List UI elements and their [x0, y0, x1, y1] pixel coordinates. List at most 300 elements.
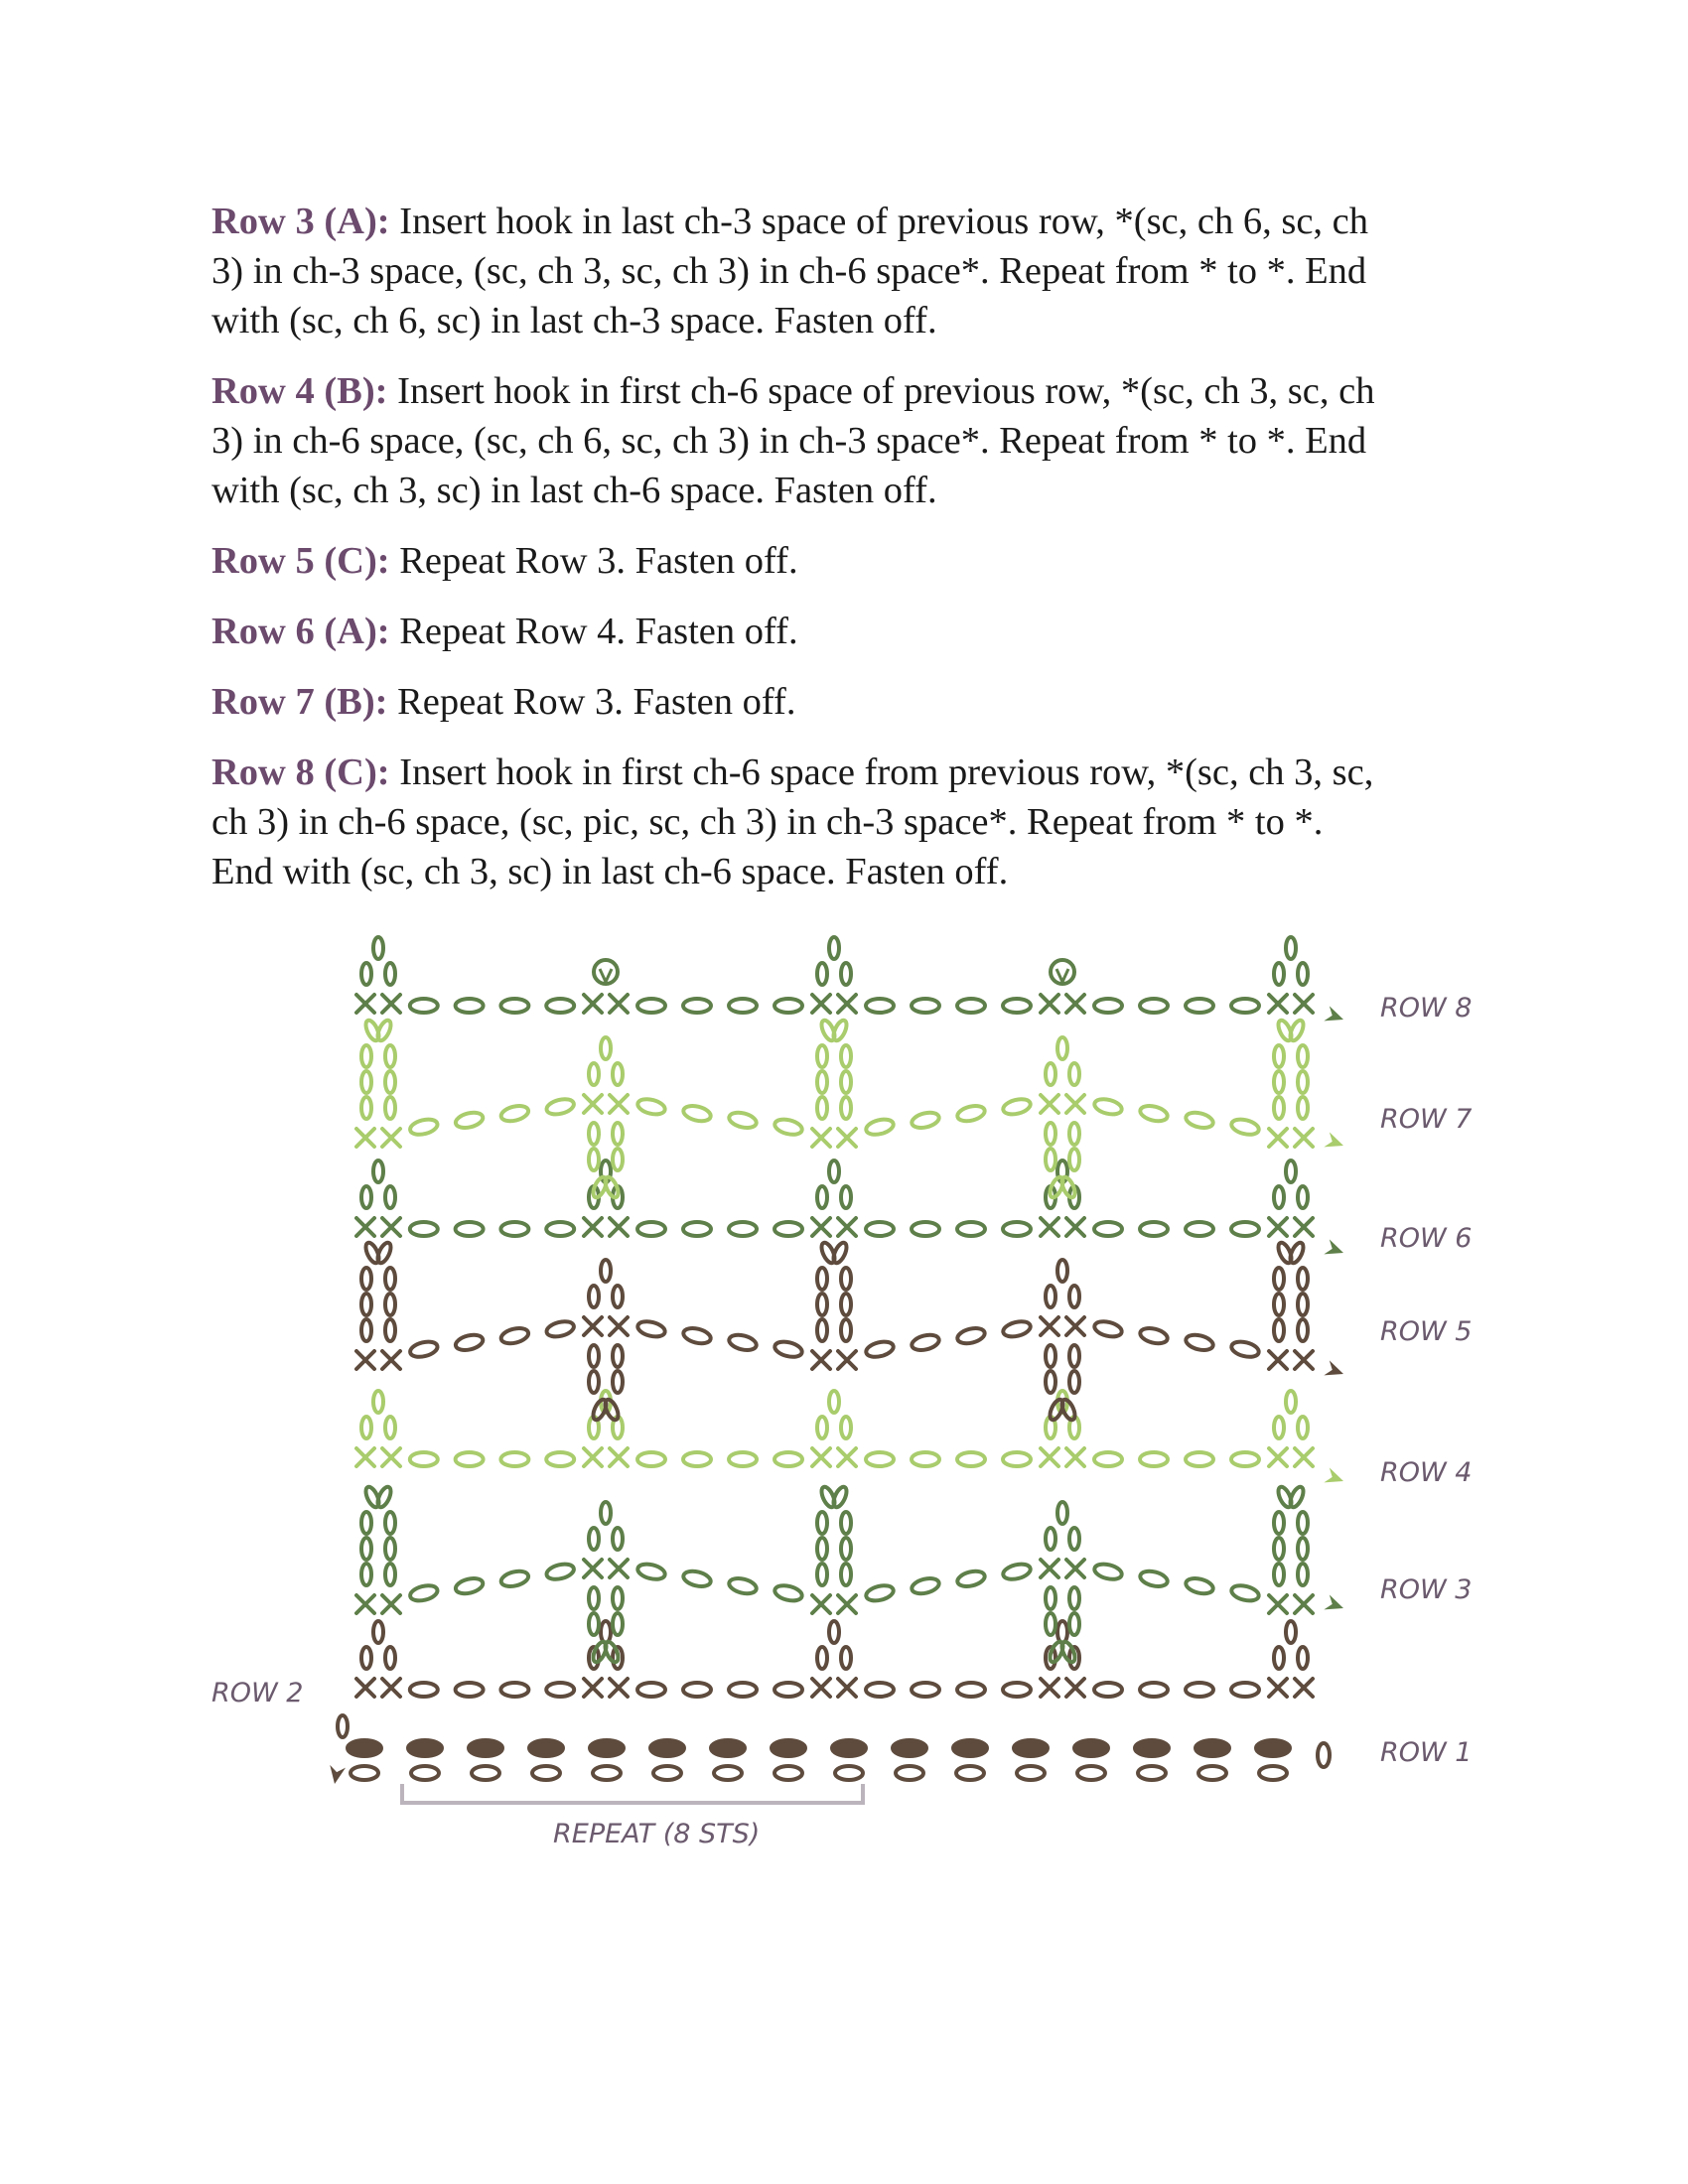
repeat-label: REPEAT (8 STS) [553, 1819, 761, 1849]
chain-stitch [454, 1110, 485, 1130]
foundation-stitch [772, 1740, 805, 1756]
chain-stitch [546, 999, 574, 1013]
single-crochet-stitch [1041, 1095, 1058, 1113]
chain-stitch [603, 1398, 621, 1422]
single-crochet-stitch [356, 1448, 374, 1466]
chain-stitch [385, 1294, 395, 1315]
chain-stitch [613, 1345, 623, 1367]
foundation-stitch [1014, 1740, 1048, 1756]
chain-stitch [409, 1583, 440, 1603]
chain-stitch [817, 1417, 827, 1438]
chain-stitch [361, 1097, 371, 1119]
chain-stitch [1288, 1485, 1306, 1509]
single-crochet-stitch [356, 1679, 374, 1697]
chain-stitch [831, 1485, 849, 1509]
chain-stitch [589, 1528, 599, 1550]
chain-stitch [385, 1097, 395, 1119]
chain-stitch [589, 1371, 599, 1393]
row-2-label-chart: ROW 2 [211, 1678, 304, 1708]
single-crochet-stitch [1041, 1317, 1058, 1335]
chain-stitch [546, 1222, 574, 1236]
single-crochet-stitch [838, 1595, 856, 1613]
chain-stitch [1046, 1345, 1055, 1367]
chain-stitch [1274, 1071, 1284, 1093]
chain-stitch [385, 1045, 395, 1067]
chain-stitch [865, 1583, 896, 1603]
chain-stitch [1069, 1123, 1079, 1145]
foundation-chain-stitch [896, 1766, 923, 1780]
single-crochet-stitch [1269, 995, 1287, 1013]
single-crochet-stitch [356, 1351, 374, 1369]
row-direction-arrow [327, 1765, 346, 1786]
chain-stitch [957, 1222, 985, 1236]
chain-stitch [817, 1045, 827, 1067]
chain-stitch [1274, 963, 1284, 985]
single-crochet-stitch [1269, 1129, 1287, 1147]
chain-stitch [545, 1319, 576, 1339]
chain-stitch [817, 1512, 827, 1534]
chain-stitch [774, 1222, 802, 1236]
row-direction-arrow [1324, 1594, 1345, 1615]
chain-stitch [601, 1260, 611, 1282]
chain-stitch [956, 1103, 987, 1123]
chain-stitch [1002, 1319, 1033, 1339]
chain-stitch [1046, 1149, 1055, 1170]
chain-stitch [817, 963, 827, 985]
chain-stitch [1185, 1110, 1215, 1130]
chain-stitch [613, 1528, 623, 1550]
chain-stitch [613, 1123, 623, 1145]
chain-stitch [613, 1587, 623, 1609]
chain-stitch [912, 1683, 939, 1697]
chain-stitch [499, 1103, 530, 1123]
foundation-chain-stitch [472, 1766, 499, 1780]
chain-stitch [385, 1268, 395, 1290]
chain-stitch [866, 999, 894, 1013]
single-crochet-stitch [1041, 995, 1058, 1013]
foundation-stitch [1074, 1740, 1108, 1756]
chain-stitch [546, 1683, 574, 1697]
chain-stitch [613, 1149, 623, 1170]
single-crochet-stitch [1041, 1448, 1058, 1466]
chain-stitch [1094, 1452, 1122, 1466]
chain-stitch [1231, 1683, 1259, 1697]
chain-stitch [373, 1621, 383, 1643]
chain-stitch [1186, 1222, 1213, 1236]
chain-stitch [1298, 1319, 1308, 1341]
chain-stitch [410, 1452, 438, 1466]
chain-stitch [1298, 1071, 1308, 1093]
chain-stitch [841, 1319, 851, 1341]
chain-stitch [1286, 1160, 1296, 1182]
chain-stitch [601, 1502, 611, 1524]
chain-stitch [375, 1241, 393, 1265]
chain-stitch [385, 1538, 395, 1560]
chain-stitch [911, 1575, 941, 1595]
single-crochet-stitch [1066, 1560, 1084, 1577]
chain-stitch [841, 1045, 851, 1067]
single-crochet-stitch [812, 1595, 830, 1613]
chain-stitch [683, 1683, 711, 1697]
chain-stitch [1069, 1587, 1079, 1609]
single-crochet-stitch [610, 1679, 628, 1697]
chain-stitch [1046, 1371, 1055, 1393]
single-crochet-stitch [838, 995, 856, 1013]
chain-stitch [841, 1071, 851, 1093]
chain-stitch [1298, 1647, 1308, 1669]
chain-stitch [912, 1222, 939, 1236]
single-crochet-stitch [1066, 1679, 1084, 1697]
chain-stitch [1069, 1371, 1079, 1393]
foundation-stitch [711, 1740, 745, 1756]
chain-stitch [865, 1117, 896, 1137]
foundation-chain-stitch [1138, 1766, 1166, 1780]
chain-stitch [361, 1071, 371, 1093]
single-crochet-stitch [1295, 1595, 1313, 1613]
chain-stitch [1186, 1683, 1213, 1697]
chain-stitch [957, 1452, 985, 1466]
chain-stitch [409, 1339, 440, 1359]
chain-stitch [1230, 1583, 1261, 1603]
chain-stitch [589, 1063, 599, 1085]
chain-stitch [613, 1371, 623, 1393]
chain-stitch [637, 1222, 665, 1236]
chain-stitch [841, 1097, 851, 1119]
chain-stitch [1059, 1398, 1077, 1422]
stitch-symbols [327, 937, 1346, 1785]
chain-stitch [636, 1562, 667, 1581]
foundation-chain-stitch [1077, 1766, 1105, 1780]
single-crochet-stitch [610, 1560, 628, 1577]
chain-stitch [589, 1286, 599, 1307]
row-7-instruction: Row 7 (B): Repeat Row 3. Fasten off. [211, 681, 796, 723]
chain-stitch [500, 1452, 528, 1466]
single-crochet-stitch [584, 1448, 602, 1466]
chain-stitch [385, 1564, 395, 1585]
chain-stitch [1274, 1186, 1284, 1208]
chain-stitch [613, 1613, 623, 1635]
chain-stitch [1286, 1391, 1296, 1413]
single-crochet-stitch [1295, 1448, 1313, 1466]
chain-stitch [1231, 1222, 1259, 1236]
chain-stitch [866, 1452, 894, 1466]
chain-stitch [361, 1319, 371, 1341]
chain-stitch [1093, 1319, 1124, 1339]
chain-stitch [1274, 1417, 1284, 1438]
row-4-instruction: Row 4 (B): Insert hook in first ch-6 space of previous row, *(sc, ch 3, sc, ch 3) in ch-6 space, (sc, ch 6, sc, ch 3) in ch-3 space*. Repeat from * to *. End with (sc, ch 3, sc) in last ch-6 space. Fasten off. [211, 370, 1375, 511]
chain-stitch [1298, 1268, 1308, 1290]
chain-stitch [545, 1097, 576, 1117]
chain-stitch [728, 1332, 759, 1352]
chain-stitch [682, 1569, 713, 1588]
chain-stitch [774, 1583, 804, 1603]
chain-stitch [361, 1268, 371, 1290]
foundation-chain-stitch [774, 1766, 802, 1780]
chain-stitch [1186, 1452, 1213, 1466]
chain-stitch [361, 1045, 371, 1067]
row-1-label-chart: ROW 1 [1380, 1737, 1473, 1768]
single-crochet-stitch [838, 1448, 856, 1466]
chain-stitch [499, 1325, 530, 1345]
foundation-stitch [590, 1740, 624, 1756]
single-crochet-stitch [584, 1317, 602, 1335]
chain-stitch [1298, 1512, 1308, 1534]
foundation-chain-stitch [653, 1766, 681, 1780]
chain-stitch [1274, 1097, 1284, 1119]
chain-stitch [1002, 1562, 1033, 1581]
chain-stitch [729, 999, 757, 1013]
chain-stitch [729, 1452, 757, 1466]
chain-stitch [546, 1452, 574, 1466]
chain-stitch [956, 1569, 987, 1588]
chain-stitch [1286, 937, 1296, 959]
foundation-stitch [1256, 1740, 1290, 1756]
chain-stitch [1185, 1332, 1215, 1352]
single-crochet-stitch [812, 1448, 830, 1466]
chain-stitch [1288, 1241, 1306, 1265]
chain-stitch [1298, 1538, 1308, 1560]
single-crochet-stitch [610, 1317, 628, 1335]
single-crochet-stitch [1269, 1218, 1287, 1236]
chain-stitch [1139, 1569, 1170, 1588]
single-crochet-stitch [584, 1218, 602, 1236]
row-5-label: Row 5 (C): [211, 540, 390, 582]
chain-stitch [361, 1294, 371, 1315]
chain-stitch [499, 1569, 530, 1588]
foundation-stitch [408, 1740, 442, 1756]
single-crochet-stitch [1269, 1448, 1287, 1466]
chain-stitch [375, 1485, 393, 1509]
turning-chain [338, 1715, 348, 1737]
chain-stitch [865, 1339, 896, 1359]
single-crochet-stitch [1066, 1317, 1084, 1335]
chain-stitch [1057, 1260, 1067, 1282]
chain-stitch [1069, 1286, 1079, 1307]
chain-stitch [831, 1019, 849, 1042]
row-direction-arrow [1324, 1132, 1345, 1153]
foundation-chain-stitch [351, 1766, 378, 1780]
picot-stitch-inner [600, 969, 612, 982]
chain-stitch [1002, 1097, 1033, 1117]
chain-stitch [1230, 1339, 1261, 1359]
row-3-instruction: Row 3 (A): Insert hook in last ch-3 space of previous row, *(sc, ch 6, sc, ch 3) in ch-3 space, (sc, ch 3, sc, ch 3) in ch-6 space*. Repeat from * to *. End with (sc, ch 6, sc) in last ch-3 space. Fasten off. [211, 201, 1369, 341]
foundation-stitch [348, 1740, 381, 1756]
chain-stitch [1298, 1097, 1308, 1119]
chain-stitch [1046, 1528, 1055, 1550]
chain-stitch [361, 1512, 371, 1534]
turning-chain [1318, 1743, 1330, 1767]
chain-stitch [683, 1452, 711, 1466]
chain-stitch [1139, 1103, 1170, 1123]
chain-stitch [841, 1268, 851, 1290]
foundation-chain-stitch [532, 1766, 560, 1780]
chain-stitch [1139, 1325, 1170, 1345]
chain-stitch [409, 1117, 440, 1137]
row-8-label-chart: ROW 8 [1380, 993, 1473, 1024]
foundation-stitch [893, 1740, 926, 1756]
chain-stitch [682, 1325, 713, 1345]
chain-stitch [385, 1417, 395, 1438]
chain-stitch [911, 1332, 941, 1352]
chain-stitch [1059, 1175, 1077, 1199]
chain-stitch [385, 1319, 395, 1341]
chain-stitch [866, 1683, 894, 1697]
chain-stitch [1093, 1562, 1124, 1581]
chain-stitch [1274, 1538, 1284, 1560]
row-7-label-chart: ROW 7 [1380, 1104, 1473, 1135]
chain-stitch [500, 1222, 528, 1236]
chain-stitch [1140, 999, 1168, 1013]
chain-stitch [637, 1452, 665, 1466]
row-3-label: Row 3 (A): [211, 201, 390, 242]
row-5-label-chart: ROW 5 [1380, 1316, 1473, 1347]
chain-stitch [774, 999, 802, 1013]
chain-stitch [683, 1222, 711, 1236]
chain-stitch [636, 1097, 667, 1117]
chain-stitch [774, 1683, 802, 1697]
chain-stitch [1046, 1123, 1055, 1145]
chain-stitch [841, 1294, 851, 1315]
chain-stitch [817, 1538, 827, 1560]
chain-stitch [454, 1332, 485, 1352]
chain-stitch [373, 1160, 383, 1182]
row-8-instruction: Row 8 (C): Insert hook in first ch-6 space from previous row, *(sc, ch 3, sc, ch 3) in ch-6 space, (sc, pic, sc, ch 3) in ch-3 space*. Repeat from * to *. End with (sc, ch 3, sc) in last ch-6 space. Fasten off. [211, 751, 1374, 892]
chain-stitch [1003, 1222, 1031, 1236]
chain-stitch [1094, 1683, 1122, 1697]
chain-stitch [1003, 1452, 1031, 1466]
single-crochet-stitch [382, 1351, 400, 1369]
chain-stitch [1298, 1417, 1308, 1438]
chain-stitch [912, 999, 939, 1013]
chain-stitch [613, 1286, 623, 1307]
chain-stitch [841, 963, 851, 985]
row-5-instruction: Row 5 (C): Repeat Row 3. Fasten off. [211, 540, 798, 582]
chain-stitch [373, 1391, 383, 1413]
chain-stitch [1094, 1222, 1122, 1236]
single-crochet-stitch [1295, 1218, 1313, 1236]
row-3-label-chart: ROW 3 [1380, 1574, 1473, 1605]
single-crochet-stitch [610, 1095, 628, 1113]
chain-stitch [385, 963, 395, 985]
chain-stitch [817, 1647, 827, 1669]
chain-stitch [410, 1222, 438, 1236]
chain-stitch [1069, 1613, 1079, 1635]
chain-stitch [410, 1683, 438, 1697]
row-6-instruction: Row 6 (A): Repeat Row 4. Fasten off. [211, 611, 798, 652]
chain-stitch [829, 1391, 839, 1413]
single-crochet-stitch [1066, 1448, 1084, 1466]
chain-stitch [500, 1683, 528, 1697]
chain-stitch [683, 999, 711, 1013]
single-crochet-stitch [1295, 995, 1313, 1013]
chain-stitch [601, 1621, 611, 1643]
chain-stitch [385, 1186, 395, 1208]
chain-stitch [817, 1071, 827, 1093]
chain-stitch [1186, 999, 1213, 1013]
single-crochet-stitch [1066, 1095, 1084, 1113]
single-crochet-stitch [1295, 1351, 1313, 1369]
single-crochet-stitch [812, 1679, 830, 1697]
chain-stitch [1298, 963, 1308, 985]
foundation-stitch [1196, 1740, 1229, 1756]
chain-stitch [1057, 1037, 1067, 1059]
chain-stitch [373, 937, 383, 959]
single-crochet-stitch [610, 1218, 628, 1236]
chain-stitch [1298, 1294, 1308, 1315]
chain-stitch [728, 1575, 759, 1595]
chain-stitch [1046, 1286, 1055, 1307]
chain-stitch [601, 1037, 611, 1059]
single-crochet-stitch [1295, 1129, 1313, 1147]
single-crochet-stitch [1041, 1218, 1058, 1236]
chain-stitch [817, 1319, 827, 1341]
foundation-chain-stitch [1259, 1766, 1287, 1780]
foundation-chain-stitch [593, 1766, 621, 1780]
chain-stitch [1274, 1294, 1284, 1315]
foundation-stitch [953, 1740, 987, 1756]
chain-stitch [589, 1345, 599, 1367]
chain-stitch [589, 1587, 599, 1609]
single-crochet-stitch [1041, 1560, 1058, 1577]
chain-stitch [1286, 1621, 1296, 1643]
foundation-chain-stitch [411, 1766, 439, 1780]
chain-stitch [1298, 1564, 1308, 1585]
chain-stitch [1094, 999, 1122, 1013]
picot-stitch-inner [1056, 969, 1068, 982]
chain-stitch [454, 1575, 485, 1595]
chain-stitch [1274, 1564, 1284, 1585]
chain-stitch [1057, 1621, 1067, 1643]
chain-stitch [375, 1019, 393, 1042]
chain-stitch [817, 1564, 827, 1585]
single-crochet-stitch [584, 1095, 602, 1113]
single-crochet-stitch [356, 1595, 374, 1613]
chain-stitch [456, 1452, 484, 1466]
chain-stitch [774, 1339, 804, 1359]
chain-stitch [361, 1186, 371, 1208]
chain-stitch [361, 963, 371, 985]
single-crochet-stitch [1269, 1679, 1287, 1697]
chain-stitch [841, 1512, 851, 1534]
chain-stitch [589, 1123, 599, 1145]
chain-stitch [729, 1683, 757, 1697]
chain-stitch [637, 1683, 665, 1697]
row-direction-arrow [1324, 1467, 1345, 1488]
chain-stitch [456, 999, 484, 1013]
chain-stitch [912, 1452, 939, 1466]
chain-stitch [410, 999, 438, 1013]
chain-stitch [728, 1110, 759, 1130]
chain-stitch [729, 1222, 757, 1236]
single-crochet-stitch [1041, 1679, 1058, 1697]
single-crochet-stitch [838, 1679, 856, 1697]
single-crochet-stitch [382, 1448, 400, 1466]
foundation-stitch [469, 1740, 502, 1756]
single-crochet-stitch [1066, 1218, 1084, 1236]
single-crochet-stitch [838, 1351, 856, 1369]
row-7-label: Row 7 (B): [211, 681, 388, 723]
chain-stitch [1057, 1502, 1067, 1524]
foundation-chain-stitch [1017, 1766, 1045, 1780]
row-6-label: Row 6 (A): [211, 611, 390, 652]
single-crochet-stitch [1269, 1351, 1287, 1369]
foundation-chain-stitch [835, 1766, 863, 1780]
chain-stitch [637, 999, 665, 1013]
chain-stitch [841, 1647, 851, 1669]
single-crochet-stitch [356, 1218, 374, 1236]
row-direction-arrow [1324, 1239, 1345, 1260]
single-crochet-stitch [356, 995, 374, 1013]
